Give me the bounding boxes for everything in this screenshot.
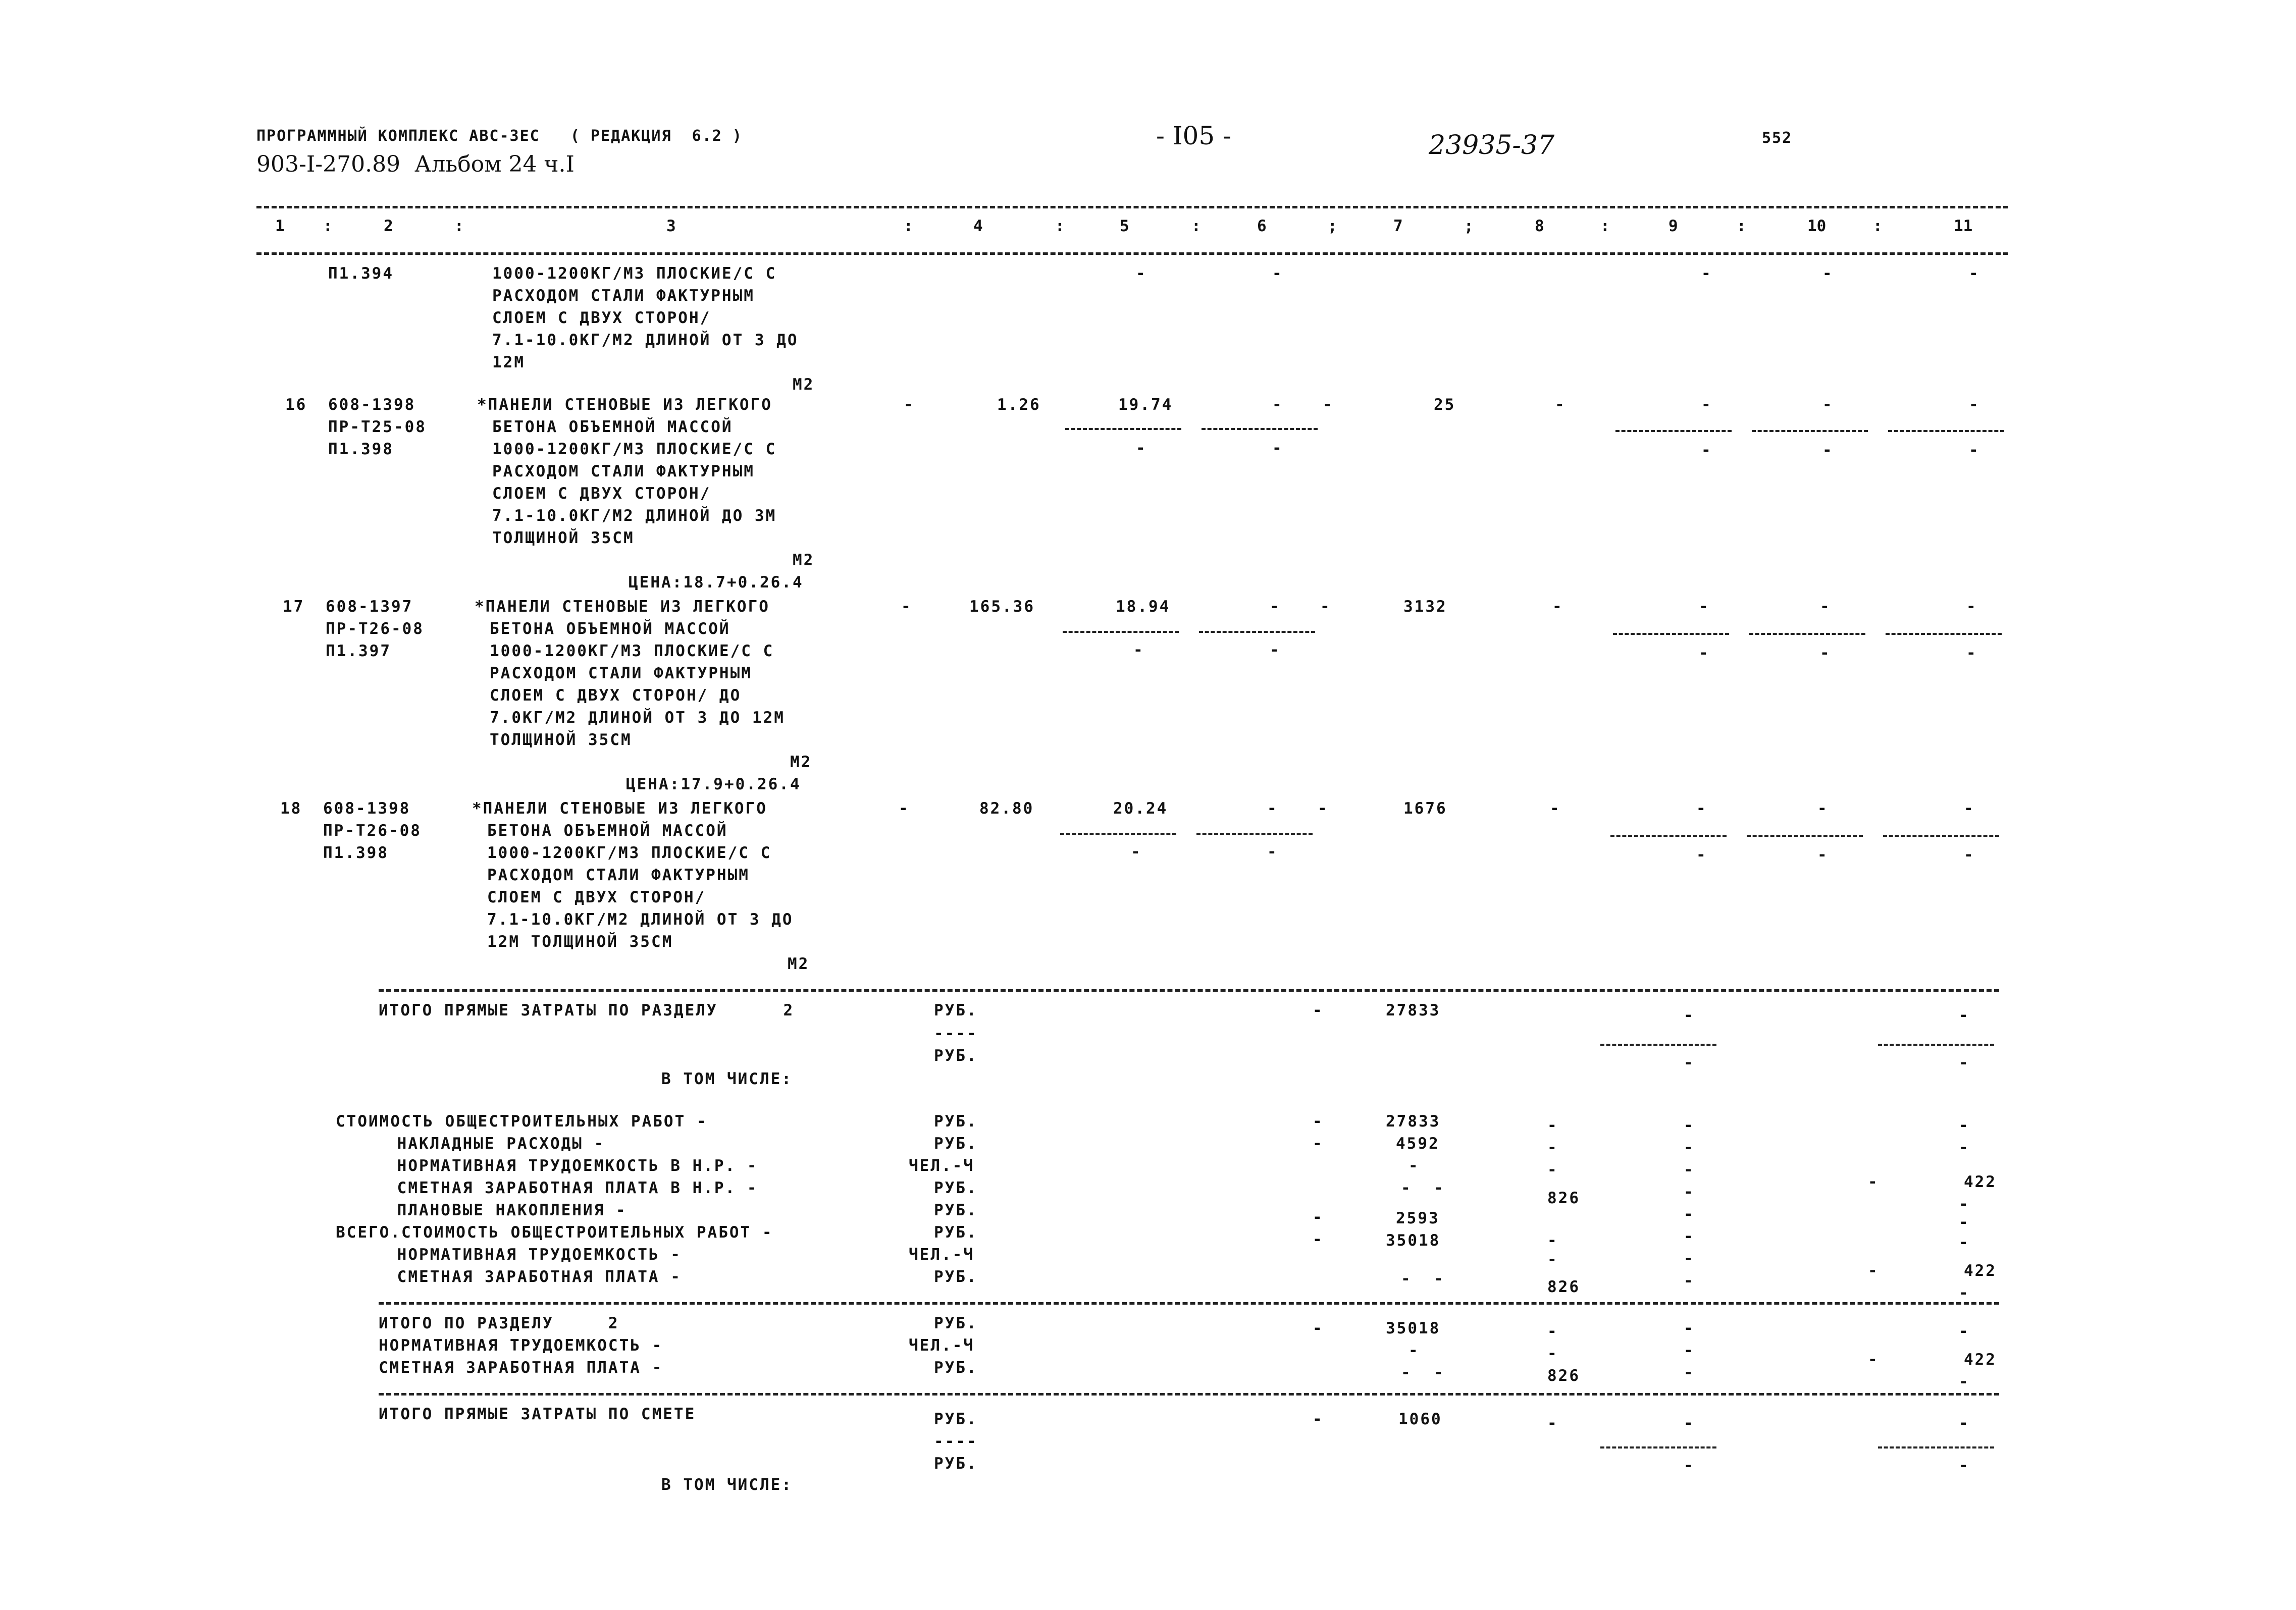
cell-c5: - (1136, 264, 1147, 283)
dash-rule (1888, 430, 2004, 432)
summary-c9: - (1684, 1054, 1695, 1072)
cell-c11: - (1969, 441, 1980, 459)
col-header-6: 6 (1257, 217, 1267, 235)
row-desc-line: РАСХОДОМ СТАЛИ ФАКТУРНЫМ (492, 287, 755, 305)
breakdown-c9: - (1684, 1272, 1695, 1290)
row-desc-line: 12М ТОЛЩИНОЙ 35СМ (487, 933, 673, 951)
breakdown-c6: - (1313, 1135, 1324, 1153)
row-desc-line: 1000-1200КГ/М3 ПЛОСКИЕ/С С (490, 642, 774, 660)
breakdown-c9: - (1684, 1116, 1695, 1135)
col-header-8: 8 (1535, 217, 1544, 235)
dash-rule (1065, 428, 1181, 430)
total-c11: 422 (1964, 1351, 1997, 1369)
breakdown-c9: - (1684, 1250, 1695, 1268)
cell-c10: - (1820, 644, 1831, 662)
breakdown-c8: - (1547, 1161, 1558, 1179)
col-separators: : (1600, 217, 1610, 235)
cell-c5: 19.74 (1118, 396, 1173, 414)
cell-c10: - (1817, 799, 1829, 818)
cell-c7: 25 (1434, 396, 1456, 414)
program-header: ПРОГРАММНЫЙ КОМПЛЕКС АВС-3ЕС ( РЕДАКЦИЯ 6.2 ) (256, 127, 743, 145)
breakdown-c7: 4592 (1396, 1135, 1440, 1153)
album-title: 903-I-270.89 Альбом 24 ч.I (256, 151, 575, 177)
row-desc-line: РАСХОДОМ СТАЛИ ФАКТУРНЫМ (492, 462, 755, 480)
cell-c9: - (1699, 644, 1710, 662)
cell-c6: - (1272, 439, 1283, 457)
total-c7: 35018 (1386, 1319, 1441, 1337)
breakdown-c8: - (1547, 1139, 1558, 1157)
breakdown-label: ВСЕГО.СТОИМОСТЬ ОБЩЕСТРОИТЕЛЬНЫХ РАБОТ - (336, 1223, 773, 1242)
row-desc-line: *ПАНЕЛИ СТЕНОВЫЕ ИЗ ЛЕГКОГО (472, 799, 767, 818)
breakdown-c7: 35018 (1386, 1231, 1441, 1250)
col-separators: : (454, 217, 464, 235)
dash-rule (1613, 633, 1729, 635)
row-desc-line: *ПАНЕЛИ СТЕНОВЫЕ ИЗ ЛЕГКОГО (475, 598, 770, 616)
cell-c7: 3132 (1403, 598, 1447, 616)
row-code: П1.398 (328, 440, 394, 458)
row-desc-line: СЛОЕМ С ДВУХ СТОРОН/ (487, 888, 706, 906)
row-price: ЦЕНА:17.9+0.26.4 (626, 775, 801, 793)
total-c8: - (1547, 1345, 1558, 1363)
row-desc-line: БЕТОНА ОБЪЕМНОЙ МАССОЙ (492, 418, 733, 436)
col-header-9: 9 (1668, 217, 1678, 235)
row-desc-line: БЕТОНА ОБЪЕМНОЙ МАССОЙ (487, 822, 728, 840)
row-desc-line: 1000-1200КГ/М3 ПЛОСКИЕ/С С (492, 264, 777, 283)
total-c9: - (1684, 1341, 1695, 1360)
estimate-c9: - (1684, 1457, 1695, 1475)
row-code: П1.397 (326, 642, 391, 660)
dash-rule (1060, 833, 1176, 835)
cell-c11: - (1969, 396, 1980, 414)
breakdown-c9: - (1684, 1183, 1695, 1201)
breakdown-c7: - - (1401, 1270, 1445, 1288)
breakdown-unit: РУБ. (934, 1179, 978, 1197)
col-header-1: 1 (275, 217, 285, 235)
dash-rule (1878, 1044, 1994, 1046)
dash-rule (1202, 428, 1318, 430)
col-header-3: 3 (666, 217, 676, 235)
col-header-7: 7 (1393, 217, 1403, 235)
estimate-c11: - (1959, 1414, 1970, 1432)
summary-c11: - (1959, 1054, 1970, 1072)
breakdown-c11: - (1959, 1233, 1970, 1252)
cell-c6: - (1323, 396, 1334, 414)
dash-rule (1600, 1044, 1716, 1046)
row-desc-line: 7.1-10.0КГ/М2 ДЛИНОЙ ОТ 3 ДО (487, 910, 794, 929)
summary-unit: РУБ. (934, 1001, 978, 1019)
breakdown-c11: 422 (1964, 1262, 1997, 1280)
dash-rule (1752, 430, 1868, 432)
estimate-unit: РУБ. (934, 1410, 978, 1428)
breakdown-c8: 826 (1547, 1278, 1580, 1296)
dash-rule (1883, 835, 1999, 837)
cell-c9: - (1701, 264, 1712, 283)
header-top-rule (256, 206, 2008, 208)
dash-rule (1610, 835, 1727, 837)
col-header-5: 5 (1120, 217, 1129, 235)
breakdown-unit: РУБ. (934, 1201, 978, 1219)
total-c11: - (1959, 1322, 1970, 1340)
row-code: ПР-Т26-08 (323, 822, 422, 840)
breakdown-c6: - (1313, 1112, 1324, 1131)
summary-c6: - (1313, 1001, 1324, 1019)
breakdown-c9: - (1684, 1161, 1695, 1179)
summary-incl: В ТОМ ЧИСЛЕ: (661, 1070, 793, 1088)
row-desc-line: 12М (492, 353, 525, 371)
estimate-total-rule (379, 1393, 1999, 1396)
col-separators: : (1191, 217, 1201, 235)
breakdown-c7: - - (1401, 1179, 1445, 1197)
row-desc-line: БЕТОНА ОБЪЕМНОЙ МАССОЙ (490, 620, 730, 638)
row-code: 608-1398 (323, 799, 411, 818)
summary-title: ИТОГО ПРЯМЫЕ ЗАТРАТЫ ПО РАЗДЕЛУ 2 (379, 1001, 795, 1019)
cell-c8: - (1555, 396, 1566, 414)
breakdown-c6: - (1313, 1230, 1324, 1249)
breakdown-c11: - (1959, 1195, 1970, 1213)
row-desc-line: 1000-1200КГ/М3 ПЛОСКИЕ/С С (492, 440, 777, 458)
breakdown-c11: - (1959, 1213, 1970, 1231)
cell-c9: - (1701, 441, 1712, 459)
total-c10: - (1868, 1351, 1879, 1369)
breakdown-c8: - (1547, 1116, 1558, 1135)
row-price: ЦЕНА:18.7+0.26.4 (629, 573, 804, 592)
cell-c3: - (904, 396, 915, 414)
row-code: 608-1397 (326, 598, 413, 616)
row-number: 17 (283, 598, 305, 616)
row-desc-line: 7.1-10.0КГ/М2 ДЛИНОЙ ОТ 3 ДО (492, 331, 799, 349)
total-c9: - (1684, 1364, 1695, 1382)
cell-c9: - (1696, 799, 1707, 818)
breakdown-unit: РУБ. (934, 1112, 978, 1131)
row-desc-line: РАСХОДОМ СТАЛИ ФАКТУРНЫМ (487, 866, 750, 884)
row-unit: М2 (788, 955, 810, 973)
row-code: ПР-Т25-08 (328, 418, 427, 436)
col-separators: : (1055, 217, 1065, 235)
dash-rule (1749, 633, 1865, 635)
breakdown-label: НАКЛАДНЫЕ РАСХОДЫ - (353, 1135, 605, 1153)
summary-unit: РУБ. (934, 1047, 978, 1065)
total-label: ИТОГО ПО РАЗДЕЛУ 2 (379, 1314, 619, 1332)
estimate-unit: РУБ. (934, 1455, 978, 1473)
total-c9: - (1684, 1319, 1695, 1337)
estimate-sep: ---- (934, 1432, 978, 1451)
breakdown-c11: - (1959, 1116, 1970, 1135)
cell-c11: - (1969, 264, 1980, 283)
breakdown-c6: - (1313, 1208, 1324, 1226)
estimate-title: ИТОГО ПРЯМЫЕ ЗАТРАТЫ ПО СМЕТЕ (379, 1405, 696, 1423)
total-label: СМЕТНАЯ ЗАРАБОТНАЯ ПЛАТА - (379, 1359, 663, 1377)
breakdown-label: СМЕТНАЯ ЗАРАБОТНАЯ ПЛАТА - (353, 1268, 682, 1286)
breakdown-c8: 826 (1547, 1189, 1580, 1207)
cell-c5: - (1133, 641, 1144, 659)
estimate-c8: - (1547, 1414, 1558, 1432)
row-code: П1.398 (323, 844, 389, 862)
cell-c6: - (1270, 641, 1281, 659)
breakdown-label: ПЛАНОВЫЕ НАКОПЛЕНИЯ - (353, 1201, 627, 1219)
cell-c10: - (1822, 441, 1834, 459)
sheet-number: 552 (1762, 129, 1793, 147)
row-code: ПР-Т26-08 (326, 620, 424, 638)
cell-c6: - (1267, 799, 1278, 818)
cell-c5: 18.94 (1116, 598, 1171, 616)
dash-rule (1199, 631, 1315, 633)
cell-c10: - (1822, 264, 1834, 283)
cell-c6: - (1272, 396, 1283, 414)
dash-rule (1615, 430, 1732, 432)
total-label: НОРМАТИВНАЯ ТРУДОЕМКОСТЬ - (379, 1336, 663, 1355)
cell-c9: - (1699, 598, 1710, 616)
cell-c6: - (1320, 598, 1331, 616)
cell-c7: 1676 (1403, 799, 1447, 818)
row-desc-line: РАСХОДОМ СТАЛИ ФАКТУРНЫМ (490, 664, 752, 682)
row-unit: М2 (793, 551, 815, 569)
cell-c5: 20.24 (1113, 799, 1168, 818)
cell-c9: - (1701, 396, 1712, 414)
breakdown-unit: РУБ. (934, 1268, 978, 1286)
cell-c10: - (1817, 846, 1829, 864)
dash-rule (1747, 835, 1863, 837)
total-c8: 826 (1547, 1367, 1580, 1385)
breakdown-c8: - (1547, 1251, 1558, 1269)
breakdown-c9: - (1684, 1205, 1695, 1223)
row-code: П1.394 (328, 264, 394, 283)
row-number: 18 (280, 799, 302, 818)
cell-c6: - (1267, 843, 1278, 861)
col-header-10: 10 (1807, 217, 1827, 235)
cell-c5: - (1131, 843, 1142, 861)
row-desc-line: СЛОЕМ С ДВУХ СТОРОН/ (492, 485, 711, 503)
dash-rule (1878, 1446, 1994, 1448)
estimate-c7: 1060 (1398, 1410, 1442, 1428)
document-stamp: 23935-37 (1429, 130, 1555, 160)
cell-c4: 1.26 (997, 396, 1041, 414)
summary-sep: ---- (934, 1025, 978, 1043)
total-c11: - (1959, 1373, 1970, 1391)
breakdown-unit: ЧЕЛ.-Ч (909, 1246, 974, 1264)
breakdown-label: СТОИМОСТЬ ОБЩЕСТРОИТЕЛЬНЫХ РАБОТ - (336, 1112, 708, 1131)
cell-c8: - (1550, 799, 1561, 818)
col-header-11: 11 (1954, 217, 1973, 235)
cell-c11: - (1964, 799, 1975, 818)
cell-c11: - (1964, 846, 1975, 864)
header-bottom-rule (256, 252, 2008, 255)
breakdown-c9: - (1684, 1227, 1695, 1246)
row-unit: М2 (793, 375, 815, 394)
breakdown-c10: - (1868, 1173, 1879, 1191)
total-unit: ЧЕЛ.-Ч (909, 1336, 974, 1355)
cell-c3: - (899, 799, 910, 818)
col-separators: : (323, 217, 333, 235)
row-desc-line: *ПАНЕЛИ СТЕНОВЫЕ ИЗ ЛЕГКОГО (477, 396, 772, 414)
cell-c9: - (1696, 846, 1707, 864)
breakdown-c9: - (1684, 1139, 1695, 1157)
breakdown-c11: - (1959, 1139, 1970, 1157)
breakdown-label: НОРМАТИВНАЯ ТРУДОЕМКОСТЬ - (353, 1246, 682, 1264)
row-desc-line: ТОЛЩИНОЙ 35СМ (490, 731, 632, 749)
breakdown-c7: - (1408, 1157, 1420, 1175)
row-desc-line: СЛОЕМ С ДВУХ СТОРОН/ (492, 309, 711, 327)
row-desc-line: СЛОЕМ С ДВУХ СТОРОН/ ДО (490, 686, 742, 705)
row-code: 608-1398 (328, 396, 416, 414)
total-unit: РУБ. (934, 1314, 978, 1332)
cell-c4: 82.80 (979, 799, 1034, 818)
row-desc-line: 1000-1200КГ/М3 ПЛОСКИЕ/С С (487, 844, 772, 862)
breakdown-unit: РУБ. (934, 1135, 978, 1153)
summary-c9: - (1684, 1006, 1695, 1025)
section-total-rule (379, 1302, 1999, 1305)
breakdown-c11: 422 (1964, 1173, 1997, 1191)
cell-c8: - (1552, 598, 1563, 616)
section-rule (379, 989, 1999, 992)
cell-c3: - (901, 598, 912, 616)
total-c7: - - (1401, 1364, 1445, 1382)
col-header-4: 4 (973, 217, 983, 235)
estimate-c11: - (1959, 1457, 1970, 1475)
breakdown-c8: - (1547, 1231, 1558, 1250)
col-separators: : (904, 217, 913, 235)
breakdown-c7: 27833 (1386, 1112, 1441, 1131)
cell-c5: - (1136, 439, 1147, 457)
breakdown-c7: 2593 (1396, 1209, 1440, 1227)
breakdown-label: СМЕТНАЯ ЗАРАБОТНАЯ ПЛАТА В Н.Р. - (353, 1179, 758, 1197)
cell-c6: - (1272, 264, 1283, 283)
total-unit: РУБ. (934, 1359, 978, 1377)
breakdown-unit: РУБ. (934, 1223, 978, 1242)
dash-rule (1600, 1446, 1716, 1448)
col-separators: ; (1464, 217, 1474, 235)
row-number: 16 (285, 396, 307, 414)
estimate-c9: - (1684, 1414, 1695, 1432)
total-c8: - (1547, 1322, 1558, 1340)
total-c7: - (1408, 1341, 1420, 1360)
row-desc-line: 7.1-10.0КГ/М2 ДЛИНОЙ ДО 3М (492, 507, 777, 525)
breakdown-label: НОРМАТИВНАЯ ТРУДОЕМКОСТЬ В Н.Р. - (353, 1157, 758, 1175)
row-unit: М2 (790, 753, 812, 771)
breakdown-c11: - (1959, 1284, 1970, 1302)
summary-c7: 27833 (1386, 1001, 1441, 1019)
row-desc-line: ТОЛЩИНОЙ 35СМ (492, 529, 635, 547)
breakdown-unit: ЧЕЛ.-Ч (909, 1157, 974, 1175)
cell-c4: 165.36 (969, 598, 1035, 616)
summary-c11: - (1959, 1006, 1970, 1025)
col-separators: : (1737, 217, 1746, 235)
col-header-2: 2 (384, 217, 393, 235)
estimate-c6: - (1313, 1410, 1324, 1428)
col-separators: ; (1328, 217, 1337, 235)
total-c6: - (1313, 1319, 1324, 1337)
dash-rule (1886, 633, 2002, 635)
breakdown-c10: - (1868, 1262, 1879, 1280)
cell-c6: - (1318, 799, 1329, 818)
page-number: - I05 - (1156, 121, 1231, 150)
cell-c11: - (1966, 644, 1977, 662)
col-separators: : (1873, 217, 1883, 235)
row-desc-line: 7.0КГ/М2 ДЛИНОЙ ОТ 3 ДО 12М (490, 709, 785, 727)
cell-c10: - (1820, 598, 1831, 616)
cell-c6: - (1270, 598, 1281, 616)
cell-c11: - (1966, 598, 1977, 616)
cell-c10: - (1822, 396, 1834, 414)
estimate-incl: В ТОМ ЧИСЛЕ: (661, 1476, 793, 1494)
dash-rule (1196, 833, 1313, 835)
dash-rule (1063, 631, 1179, 633)
